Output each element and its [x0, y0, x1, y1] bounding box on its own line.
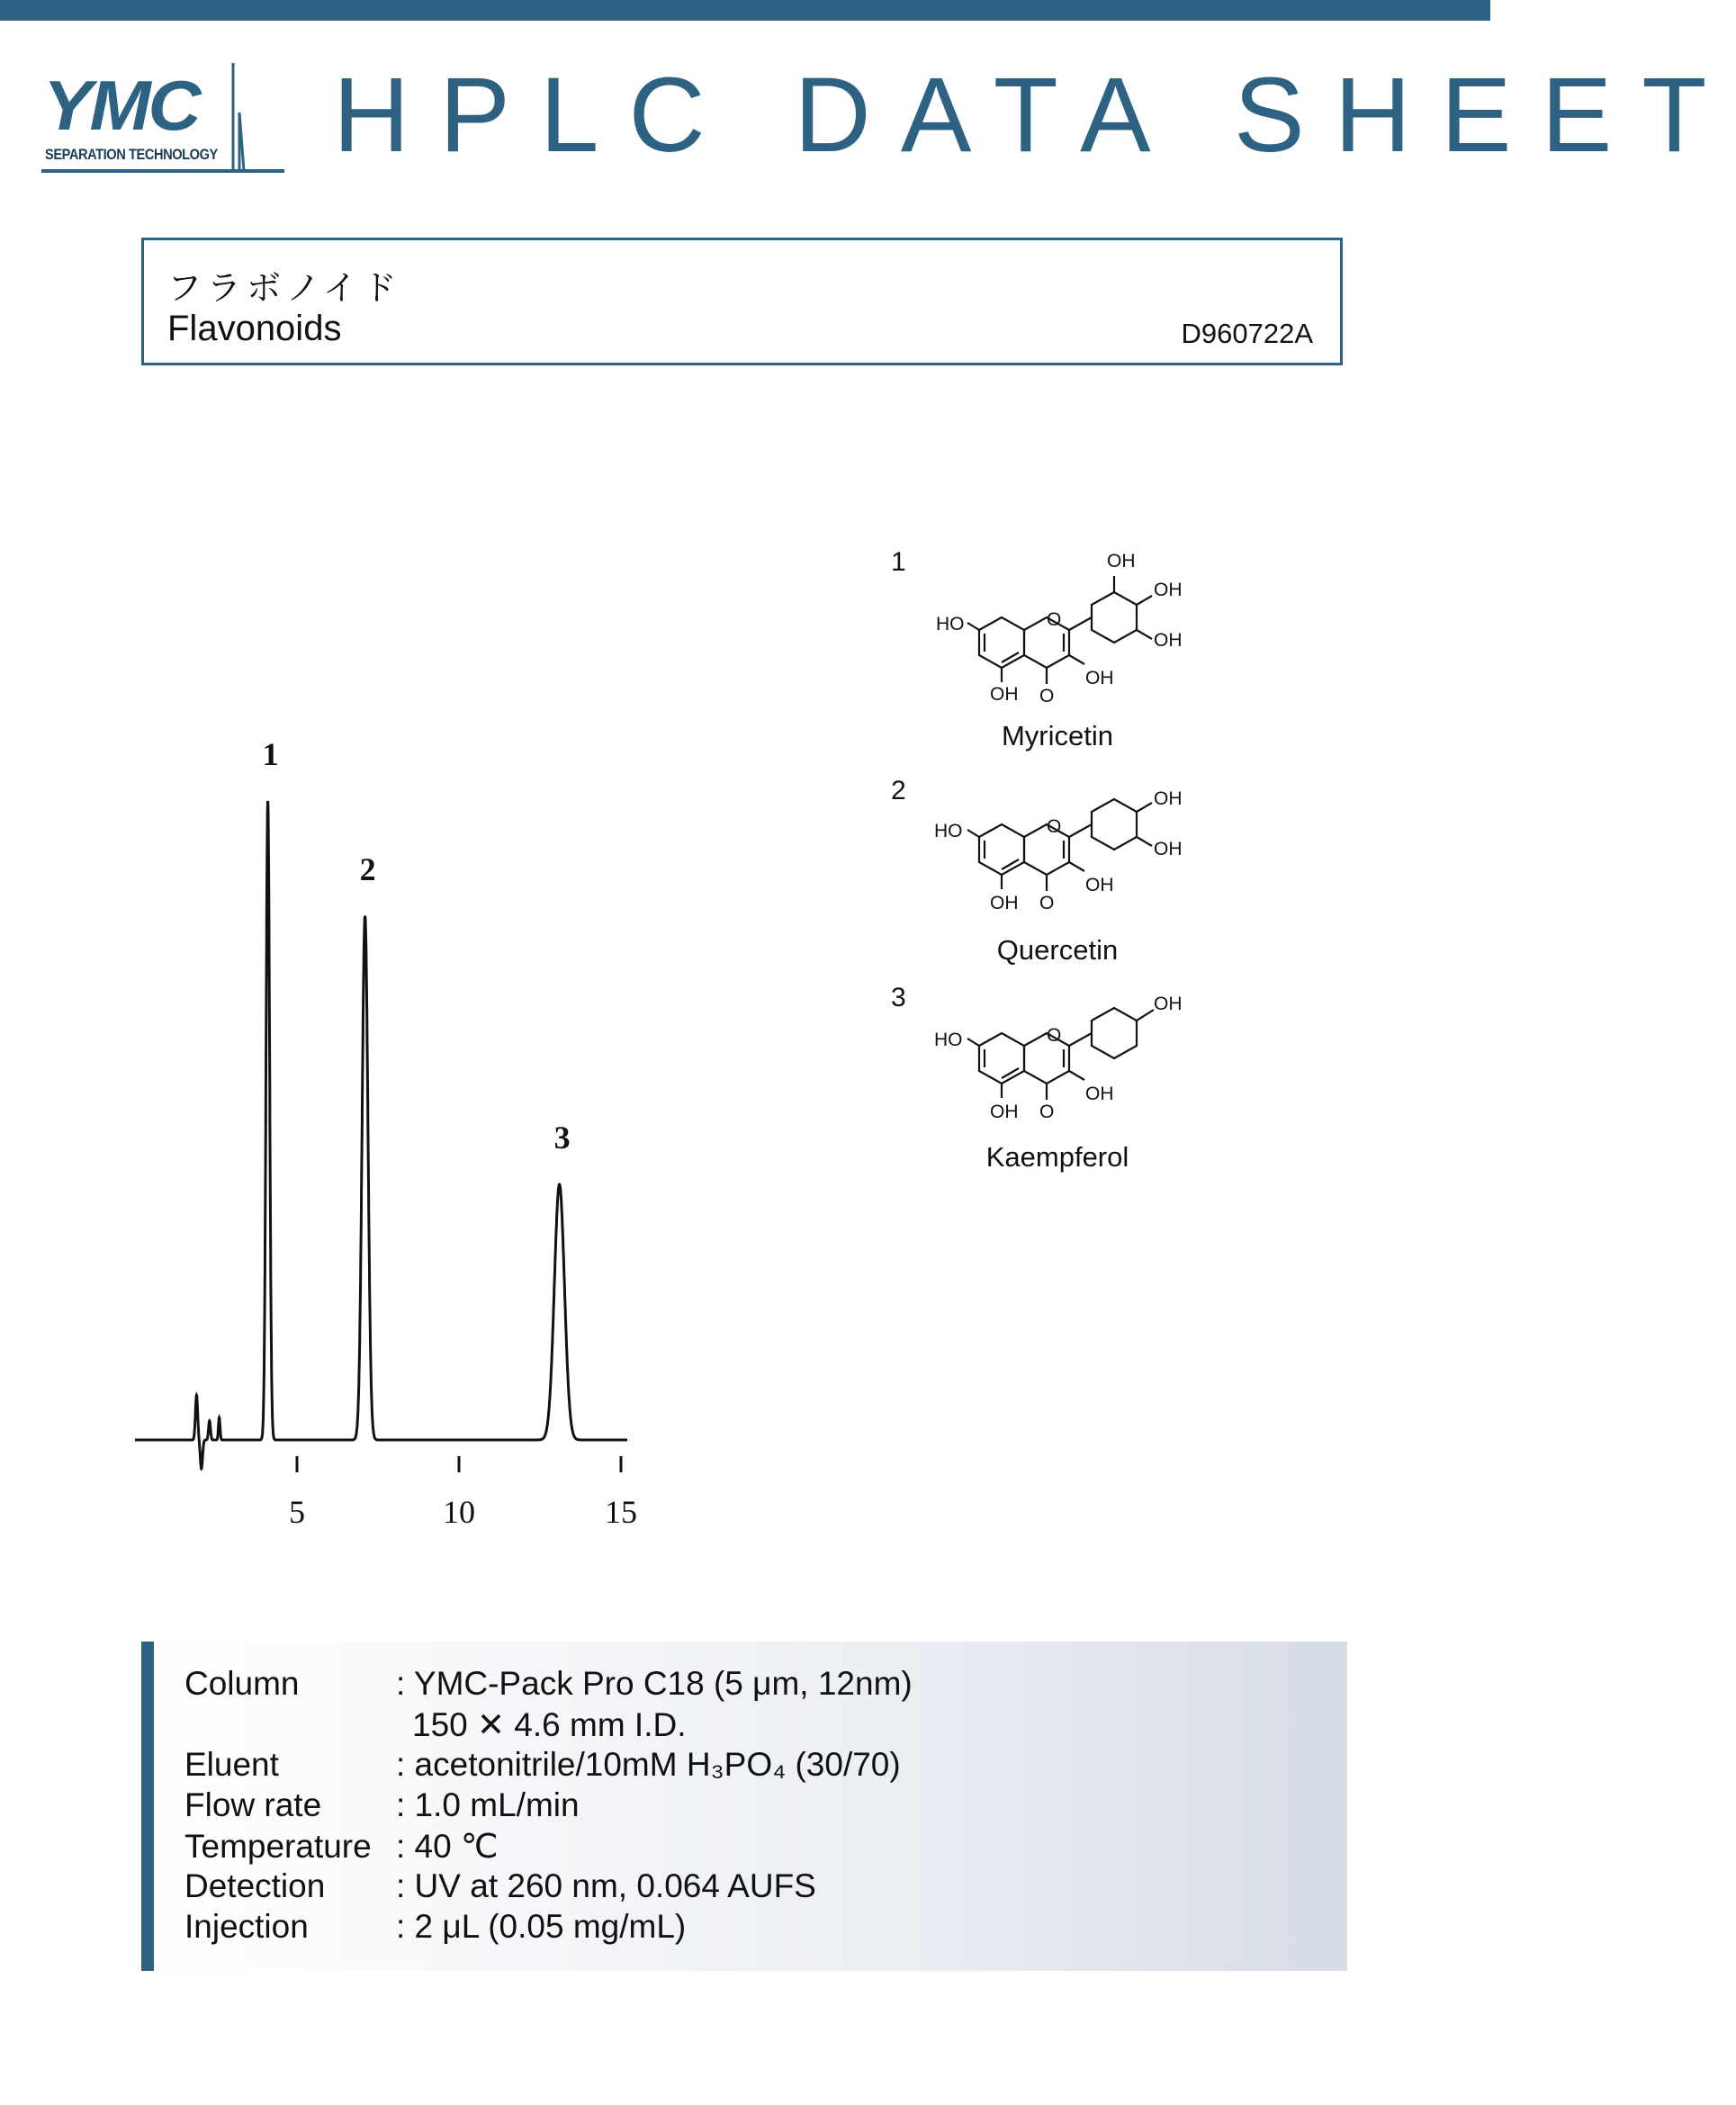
- title-english: Flavonoids: [167, 309, 342, 348]
- peak-label: 2: [359, 850, 376, 887]
- conditions-panel: [141, 1642, 1347, 1971]
- substituent-label: OH: [1154, 788, 1183, 809]
- compound-number: 2: [891, 776, 906, 805]
- condition-value: : acetonitrile/10mM H₃PO₄ (30/70): [396, 1746, 901, 1783]
- title-japanese: フラボノイド: [167, 268, 402, 308]
- condition-value: : YMC-Pack Pro C18 (5 μm, 12nm): [396, 1665, 913, 1702]
- substituent-label: OH: [1085, 875, 1114, 895]
- compound-number: 3: [891, 983, 906, 1012]
- condition-eluent: [184, 1746, 901, 1784]
- condition-value: : 2 μL (0.05 mg/mL): [396, 1908, 687, 1945]
- top-accent-bar: [0, 0, 1490, 21]
- substituent-label: OH: [1107, 551, 1136, 571]
- substituent-label: O: [1039, 686, 1055, 706]
- condition-flow-rate: [184, 1786, 580, 1824]
- page-title: HPLC DATA SHEET: [333, 56, 1736, 175]
- logo-text: YMC: [43, 66, 199, 145]
- condition-label: Detection: [184, 1867, 326, 1904]
- substituent-label: O: [1047, 609, 1062, 630]
- substituent-label: OH: [1085, 668, 1114, 688]
- substituent-label: O: [1039, 893, 1055, 913]
- condition-label: Eluent: [184, 1746, 279, 1783]
- peak-label: 3: [553, 1120, 571, 1156]
- condition-detection: [184, 1867, 816, 1905]
- condition-temperature: [184, 1827, 499, 1866]
- condition-column: [184, 1665, 913, 1703]
- peak-label: 1: [262, 736, 279, 772]
- x-tick-label: 5: [289, 1494, 305, 1530]
- chromatogram: [135, 621, 693, 1566]
- quercetin-structure-icon: [927, 774, 1215, 936]
- document-code: D960722A: [1181, 318, 1313, 349]
- substituent-label: OH: [990, 684, 1019, 705]
- condition-label: Column: [184, 1665, 300, 1702]
- document-title-box: [141, 238, 1343, 365]
- x-tick-label: 10: [443, 1494, 475, 1530]
- condition-injection: [184, 1908, 686, 1946]
- logo-subtitle: SEPARATION TECHNOLOGY: [45, 146, 218, 163]
- condition-value: : 1.0 mL/min: [396, 1786, 580, 1823]
- compound-name: Quercetin: [996, 934, 1119, 966]
- compound-name: Myricetin: [1001, 720, 1113, 751]
- substituent-label: OH: [1154, 839, 1183, 859]
- ymc-logo: [40, 45, 292, 180]
- substituent-label: HO: [934, 1030, 963, 1050]
- substituent-label: OH: [1154, 630, 1183, 651]
- substituent-label: OH: [1085, 1084, 1114, 1104]
- compound-name: Kaempferol: [985, 1141, 1129, 1173]
- substituent-label: OH: [1154, 994, 1183, 1014]
- compound-number: 1: [891, 547, 906, 577]
- logo-underline: [41, 169, 284, 173]
- condition-label: Temperature: [184, 1828, 372, 1865]
- myricetin-structure-icon: [927, 540, 1215, 720]
- condition-value: : 40 ℃: [396, 1828, 499, 1865]
- substituent-label: HO: [936, 614, 965, 634]
- substituent-label: HO: [934, 821, 963, 841]
- substituent-label: O: [1039, 1102, 1055, 1122]
- substituent-label: OH: [990, 1102, 1019, 1122]
- substituent-label: OH: [1154, 580, 1183, 600]
- condition-label: Injection: [184, 1908, 309, 1945]
- condition-column-dimensions: 150 ✕ 4.6 mm I.D.: [412, 1706, 687, 1743]
- condition-value: : UV at 260 nm, 0.064 AUFS: [396, 1867, 816, 1904]
- substituent-label: O: [1047, 1025, 1062, 1046]
- kaempferol-structure-icon: [927, 983, 1215, 1145]
- condition-label: Flow rate: [184, 1786, 322, 1823]
- substituent-label: O: [1047, 816, 1062, 837]
- x-tick-label: 15: [605, 1494, 637, 1530]
- conditions-accent-bar: [141, 1642, 154, 1971]
- substituent-label: OH: [990, 893, 1019, 913]
